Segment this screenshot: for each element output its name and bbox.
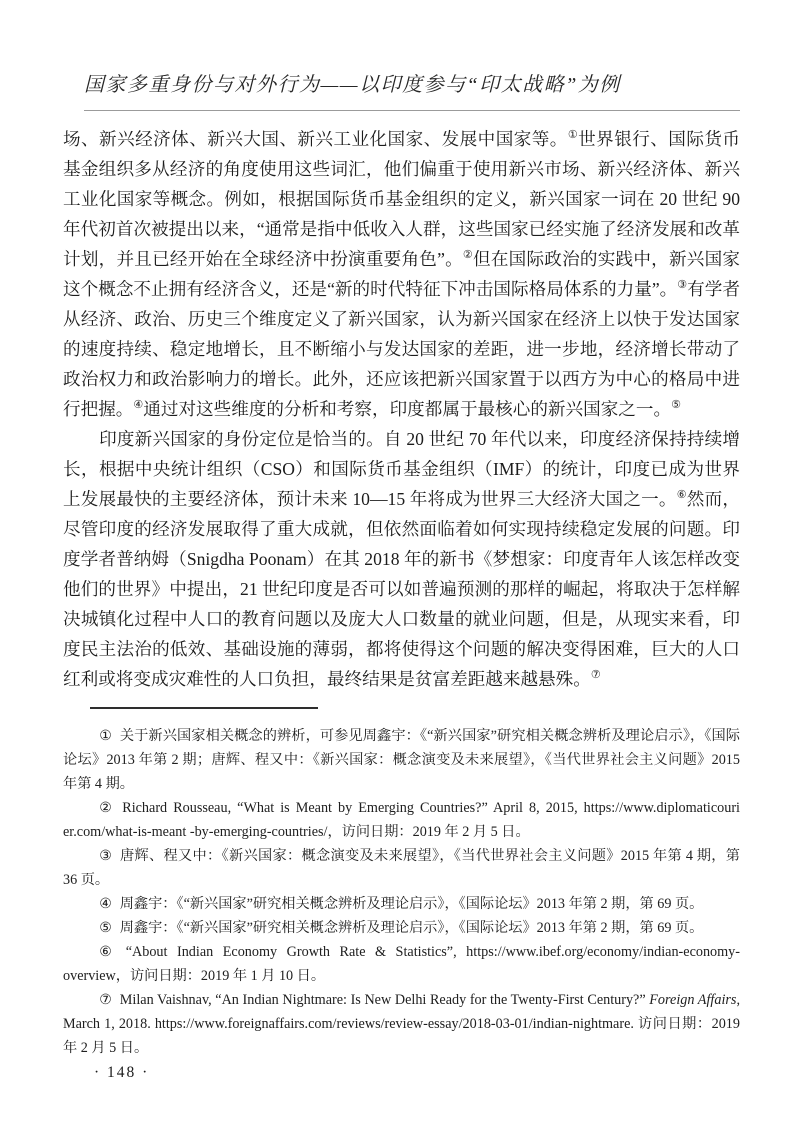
title-divider: [84, 110, 740, 111]
footnote: [63, 796, 740, 844]
footnote-number: ①: [99, 728, 113, 744]
footnote-number: ④: [99, 896, 112, 912]
footnote-text: 唐辉、程又中：《新兴国家：概念演变及未来展望》，《当代世界社会主义问题》2015 年第 4 期，第 36 页。: [63, 848, 740, 888]
footnote-marker: ①: [567, 129, 579, 142]
footnote: [63, 844, 740, 892]
footnote-number: ⑦: [99, 992, 112, 1008]
footnote-number: ②: [99, 800, 115, 816]
footnote-marker: ③: [677, 279, 688, 292]
footnote-text: “About Indian Economy Growth Rate & Statistics”, https://www.ibef.org/economy/indian-economy-overview，访问日期：2019 年 1 月 10 日。: [63, 944, 740, 984]
page-title: 国家多重身份与对外行为——以印度参与“印太战略”为例: [84, 74, 621, 96]
footnote-number: ③: [99, 848, 113, 864]
footnote-marker: ⑥: [676, 489, 687, 502]
footnotes-section: [63, 724, 740, 1060]
footnote-text: 周鑫宇：《“新兴国家”研究相关概念辨析及理论启示》，《国际论坛》2013 年第 2 期，第 69 页。: [119, 896, 704, 912]
footnote-marker: ④: [133, 399, 144, 412]
footnote: [63, 892, 740, 916]
journal-name: Foreign Affairs: [649, 992, 737, 1008]
paragraph: 印度新兴国家的身份定位是恰当的。自 20 世纪 70 年代以来，印度经济保持持续增长，根据中央统计组织（CSO）和国际货币基金组织（IMF）的统计，印度已成为世界上发展最快的主要经济体，预计未来 10—15 年将成为世界三大经济大国之一。⑥然而，尽管印度的经济发展取得了重大成就，但依然面临着如何实现持续稳定发展的问题。印度学者普纳姆（Snigdha Poonam）在其 2018 年的新书《梦想家：印度青年人该怎样改变他们的世界》中提出，21 世纪印度是否可以如普遍预测的那样的崛起，将取决于怎样解决城镇化过程中人口的教育问题以及庞大人口数量的就业问题，但是，从现实来看，印度民主法治的低效、基础设施的薄弱，都将使得这个问题的解决变得困难，巨大的人口红利或将变成灾难性的人口负担，最终结果是贫富差距越来越悬殊。⑦: [63, 429, 740, 689]
footnote-text: 周鑫宇：《“新兴国家”研究相关概念辨析及理论启示》，《国际论坛》2013 年第 2 期，第 69 页。: [119, 920, 704, 936]
footnote-marker: ⑤: [671, 399, 681, 412]
footnote-marker: ⑦: [590, 669, 601, 682]
paragraph: 场、新兴经济体、新兴大国、新兴工业化国家、发展中国家等。①世界银行、国际货币基金组织多从经济的角度使用这些词汇，他们偏重于使用新兴市场、新兴经济体、新兴工业化国家等概念。例如，根据国际货币基金组织的定义，新兴国家一词在 20 世纪 90 年代初首次被提出以来，“通常是指中低收入人群，这些国家已经实施了经济发展和改革计划，并且已经开始在全球经济中扮演重要角色”。②但在国际政治的实践中，新兴国家这个概念不止拥有经济含义，还是“新的时代特征下冲击国际格局体系的力量”。③有学者从经济、政治、历史三个维度定义了新兴国家，认为新兴国家在经济上以快于发达国家的速度持续、稳定地增长，且不断缩小与发达国家的差距，进一步地，经济增长带动了政治权力和政治影响力的增长。此外，还应该把新兴国家置于以西方为中心的格局中进行把握。④通过对这些维度的分析和考察，印度都属于最核心的新兴国家之一。⑤: [63, 129, 740, 419]
footnote: [63, 916, 740, 940]
footnote-marker: ②: [462, 249, 474, 262]
footnote-text: 关于新兴国家相关概念的辨析，可参见周鑫宇：《“新兴国家”研究相关概念辨析及理论启示》，《国际论坛》2013 年第 2 期；唐辉、程又中：《新兴国家：概念演变及未来展望》，《当代世界社会主义问题》2015 年第 4 期。: [63, 728, 740, 792]
body-text: [63, 124, 740, 694]
footnote-divider: [90, 707, 318, 709]
footnote-number: ⑥: [99, 944, 118, 960]
footnote-text: , March 1, 2018. https://www.foreignaffairs.com/reviews/review-essay/2018-03-01/indian-nightmare. 访问日期：2019 年 2 月 5 日。: [63, 992, 740, 1056]
page-number: · 148 ·: [94, 1064, 150, 1081]
footnote-number: ⑤: [99, 920, 112, 936]
footnote: [63, 724, 740, 796]
footnote-text: Richard Rousseau, “What is Meant by Emerging Countries?” April 8, 2015, https://www.diplomaticouri er.com/what-is-meant -by-emerging-countries/，访问日期：2019 年 2 月 5 日。: [63, 800, 740, 840]
footnote: [63, 940, 740, 988]
footnote: [63, 988, 740, 1060]
footnote-text: Milan Vaishnav, “An Indian Nightmare: Is New Delhi Ready for the Twenty-First Century?”: [119, 992, 650, 1008]
